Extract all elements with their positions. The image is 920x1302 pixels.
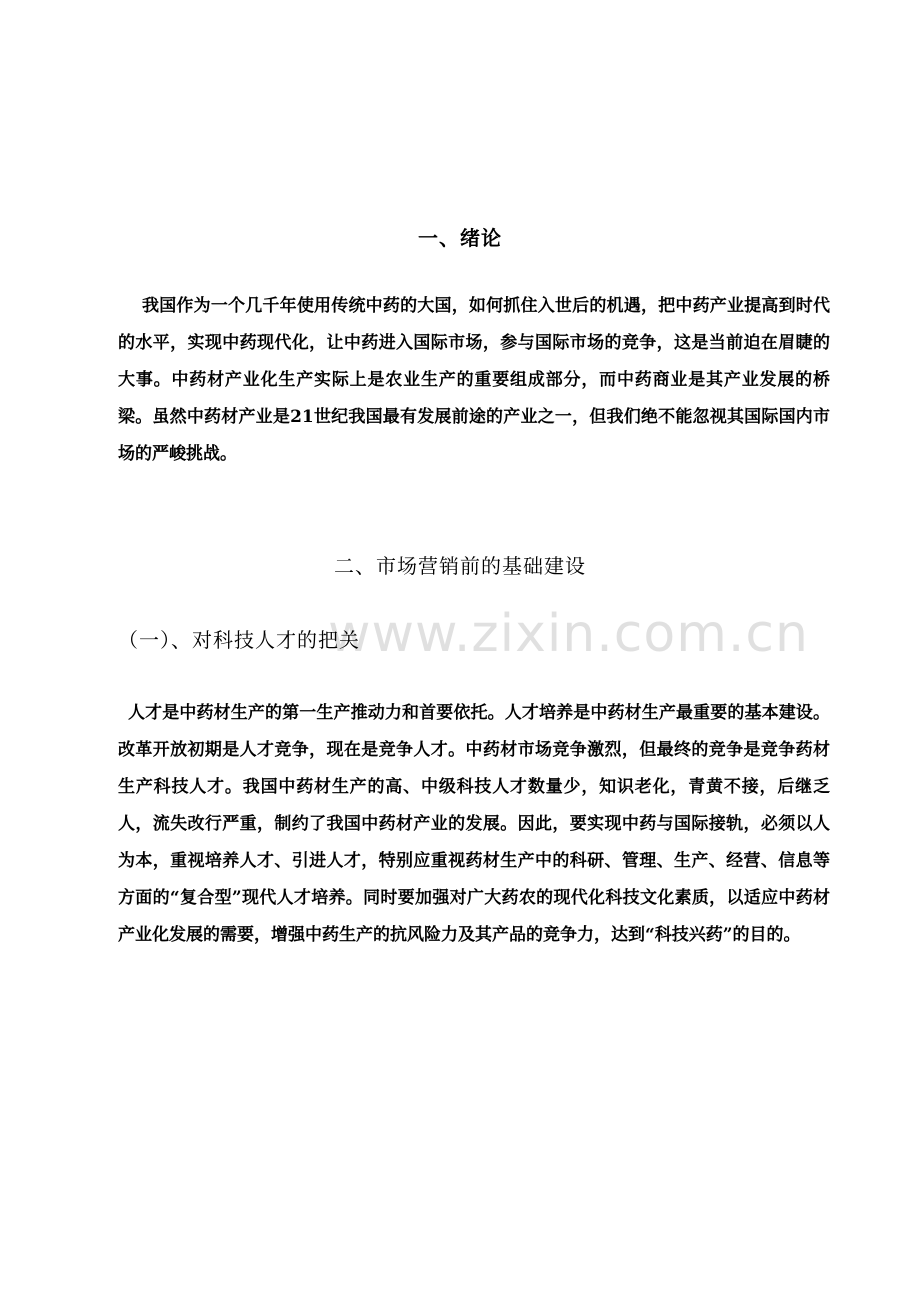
watermark: www.zixin.com.cn [328,604,809,664]
subsection-1-title: （一）、对科技人才的把关 [118,628,360,652]
section-2-title: 二、市场营销前的基础建设 [334,554,586,578]
subsection-1-paragraph: 人才是中药材生产的第一生产推动力和首要依托。人才培养是中药材生产最重要的基本建设。改革开放初期是人才竞争，现在是竞争人才。中药材市场竞争激烈，但最终的竞争是竞争药材生产科技人才。我国中药材生产的高、中级科技人才数量少，知识老化，青黄不接，后继乏人，流失改行严重，制约了我国中药材产业的发展。因此，要实现中药与国际接轨，必须以人为本，重视培养人才、引进人才，特别应重视药材生产中的科研、管理、生产、经营、信息等方面的“复合型”现代人才培养。同时要加强对广大药农的现代化科技文化素质，以适应中药材产业化发展的需要，增强中药生产的抗风险力及其产品的竞争力，达到“科技兴药”的目的。 [118,703,830,945]
section-1-title: 一、绪论 [418,226,502,250]
section-1-paragraph: 我国作为一个几千年使用传统中药的大国，如何抓住入世后的机遇，把中药产业提高到时代的水平，实现中药现代化，让中药进入国际市场，参与国际市场的竞争，这是当前迫在眉睫的大事。中药材产业化生产实际上是农业生产的重要组成部分，而中药商业是其产业发展的桥梁。虽然中药材产业是21世纪我国最有发展前途的产业之一，但我们绝不能忽视其国际国内市场的严峻挑战。 [118,296,830,464]
